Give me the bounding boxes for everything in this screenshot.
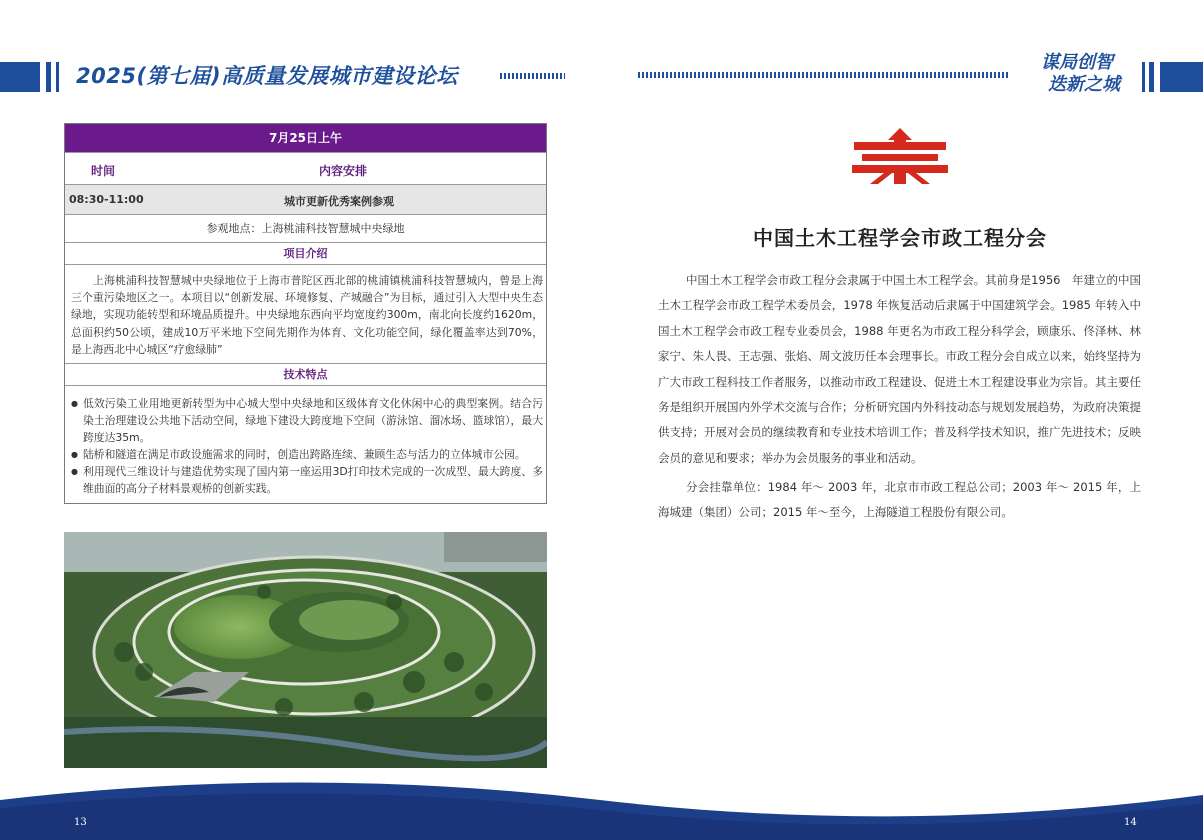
header-bar-left bbox=[0, 62, 40, 92]
forum-title: 2025(第七届)高质量发展城市建设论坛 bbox=[76, 64, 458, 88]
schedule-table bbox=[64, 123, 547, 504]
forum-slogan bbox=[1012, 52, 1142, 96]
organization-affiliation: 分会挂靠单位：1984 年～ 2003 年，北京市市政工程总公司；2003 年～ 2015 年，上海城建（集团）公司；2015 年～至今，上海隧道工程股份有限公司。 bbox=[658, 480, 1141, 520]
slogan-line-2: 迭新之城 bbox=[1048, 74, 1120, 95]
organization-description: 中国土木工程学会市政工程分会隶属于中国土木工程学会。其前身是1956 年建立的中国土木工程学会市政工程学术委员会，1978 年恢复活动后隶属于中国建筑学会。1985 年转入中国土木工程学会市政工程专业委员会，1988 年更名为市政工程分科学会，顾康乐、佟泽林、林家宁、朱人畏、王志强、张焰、周文波历任本会理事长。市政工程分会自成立以来，始终坚持为广大市政工程科技工作者服务，以推动市政工程建设、促进土木工程建设事业为宗旨。其主要任务是组织开展国内外学术交流与合作；分析研究国内外科技动态与规划发展趋势，为政府决策提供支持；开展对会员的继续教育和专业技术培训工作；普及科学技术知识，推广先进技术；反映会员的意见和要求；举办为会员服务的事业和活动。 bbox=[658, 273, 1141, 465]
column-time-header: 时间 bbox=[91, 164, 116, 178]
header-bar-right bbox=[1160, 62, 1203, 92]
schedule-time: 08:30-11:00 bbox=[69, 193, 144, 206]
society-emblem-icon bbox=[850, 126, 950, 186]
column-content-header: 内容安排 bbox=[319, 164, 368, 178]
feature-item: ● 利用现代三维设计与建造优势实现了国内第一座运用3D打印技术完成的一次成型、最大跨度、多维曲面的高分子材料景观桥的创新实践。 bbox=[71, 463, 543, 497]
header-dotted-line-right bbox=[638, 72, 1008, 78]
schedule-activity: 城市更新优秀案例参观 bbox=[284, 195, 394, 208]
schedule-date: 7月25日上午 bbox=[65, 124, 546, 153]
feature-item: ● 陆桥和隧道在满足市政设施需求的同时，创造出跨路连续、兼顾生态与活力的立体城市公园。 bbox=[71, 446, 543, 463]
park-aerial-illustration bbox=[64, 532, 547, 768]
park-aerial-photo bbox=[64, 532, 547, 768]
header-stripe-left-thin bbox=[56, 62, 59, 92]
header-dotted-line-left bbox=[500, 73, 565, 79]
schedule-row bbox=[65, 185, 546, 215]
feature-item: ● 低效污染工业用地更新转型为中心城大型中央绿地和区级体育文化休闲中心的典型案例。结合污染土治理建设公共地下活动空间，绿地下建设大跨度地下空间（游泳馆、溜冰场、篮球馆），最大跨度达35m。 bbox=[71, 395, 543, 446]
page-number-left: 13 bbox=[74, 817, 87, 828]
header-stripe-right bbox=[1149, 62, 1154, 92]
intro-heading: 项目介绍 bbox=[65, 243, 546, 265]
header-stripe-right-thin bbox=[1142, 62, 1145, 92]
intro-text: 上海桃浦科技智慧城中央绿地位于上海市普陀区西北部的桃浦镇桃浦科技智慧城内，曾是上海三个重污染地区之一。本项目以“创新发展、环境修复、产城融合”为目标，通过引入大型中央生态绿地，实现功能转型和环境品质提升。中央绿地东西向平均宽度约300m，南北向长度约1620m，总面积约50公顷，建成10万平米地下空间先期作为体育、文化功能空间，绿化覆盖率达到70%，是上海西北中心城区“疗愈绿肺” bbox=[65, 265, 546, 364]
footer-wave bbox=[0, 770, 1203, 840]
schedule-header-row bbox=[65, 153, 546, 185]
header-stripe-left bbox=[46, 62, 51, 92]
society-logo bbox=[850, 126, 950, 186]
slogan-line-1: 谋局创智 bbox=[1041, 52, 1113, 73]
visit-location: 参观地点：上海桃浦科技智慧城中央绿地 bbox=[65, 215, 546, 243]
features-heading: 技术特点 bbox=[65, 364, 546, 386]
features-list bbox=[65, 386, 546, 503]
organization-name: 中国土木工程学会市政工程分会 bbox=[753, 226, 1047, 250]
page-number-right: 14 bbox=[1124, 817, 1137, 828]
